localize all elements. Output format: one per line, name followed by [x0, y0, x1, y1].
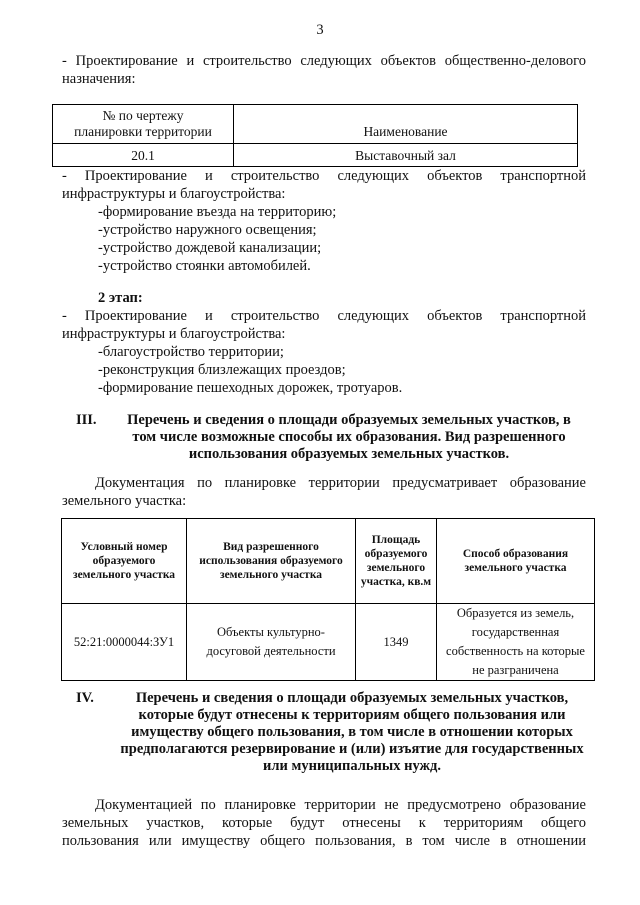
list-item: -устройство дождевой канализации; — [98, 240, 322, 256]
land-plots-table — [61, 518, 595, 681]
table-row — [53, 144, 578, 167]
doc-para-line-2: земельного участка: — [62, 493, 187, 509]
transport-line-2: инфраструктуры и благоустройства: — [62, 186, 286, 202]
table2-header-method: Способ образования земельного участка — [437, 519, 595, 604]
list-item: -формирование пешеходных дорожек, тротуаров. — [98, 380, 403, 396]
table2-cell-number: 52:21:0000044:ЗУ1 — [62, 604, 187, 681]
section4-title-line3: имуществу общего пользования, в том числе в отношении которых — [131, 724, 573, 740]
table2-header-use: Вид разрешенного использования образуемого земельного участка — [187, 519, 356, 604]
stage2-line-2: инфраструктуры и благоустройства: — [62, 326, 286, 342]
section3-title-line3: использования образуемых земельных участков. — [188, 446, 510, 462]
table1-header-number — [53, 105, 234, 144]
final-para-line-1: Документацией по планировке территории не предусмотрено образование — [95, 797, 586, 813]
table2-cell-area: 1349 — [356, 604, 437, 681]
section4-number: IV. — [76, 690, 94, 706]
final-para-line-3: пользования или имуществу общего пользования, в том числе в отношении — [62, 833, 586, 849]
section4-title-line5: или муниципальных нужд. — [263, 758, 441, 774]
intro-line-2: назначения: — [62, 71, 136, 87]
transport-line-1: - Проектирование и строительство следующих объектов транспортной — [62, 168, 586, 184]
table-row — [62, 604, 595, 681]
section4-title-line2: которые будут отнесены к территориям общего пользования или — [138, 707, 566, 723]
table1-header-number-line2: планировки территории — [74, 124, 212, 139]
table1-cell-name: Выставочный зал — [234, 144, 578, 167]
doc-para-line-1: Документация по планировке территории предусматривает образование — [95, 475, 586, 491]
table1-header-name: Наименование — [234, 105, 578, 144]
section3-title — [110, 412, 588, 463]
list-item: -реконструкция близлежащих проездов; — [98, 362, 346, 378]
table2-header-number: Условный номер образуемого земельного участка — [62, 519, 187, 604]
list-item: -благоустройство территории; — [98, 344, 284, 360]
section4-title-line1: Перечень и сведения о площади образуемых земельных участков, — [135, 690, 569, 706]
table2-cell-use: Объекты культурно-досуговой деятельности — [187, 604, 356, 681]
section3-number: III. — [76, 412, 97, 428]
table2-cell-method: Образуется из земель, государственная собственность на которые не разграничена — [437, 604, 595, 681]
intro-line-1: - Проектирование и строительство следующих объектов общественно-делового — [62, 53, 586, 69]
list-item: -устройство наружного освещения; — [98, 222, 317, 238]
list-item: -устройство стоянки автомобилей. — [98, 258, 311, 274]
objects-table — [52, 104, 578, 167]
section4-title-line4: предполагаются резервирование и (или) изъятие для государственных — [120, 741, 584, 757]
list-item: -формирование въезда на территорию; — [98, 204, 337, 220]
stage2-line-1: - Проектирование и строительство следующих объектов транспортной — [62, 308, 586, 324]
section4-title — [106, 690, 598, 775]
table1-cell-number: 20.1 — [53, 144, 234, 167]
section3-title-line1: Перечень и сведения о площади образуемых земельных участков, в — [127, 412, 571, 428]
section3-title-line2: том числе возможные способы их образования. Вид разрешенного — [132, 429, 566, 445]
final-para-line-2: земельных участков, которые будут отнесены к территориям общего — [62, 815, 586, 831]
page-number: 3 — [316, 22, 324, 38]
stage2-heading: 2 этап: — [98, 290, 143, 306]
table2-header-area: Площадь образуемого земельного участка, кв.м — [356, 519, 437, 604]
table1-header-number-line1: № по чертежу — [102, 108, 184, 123]
